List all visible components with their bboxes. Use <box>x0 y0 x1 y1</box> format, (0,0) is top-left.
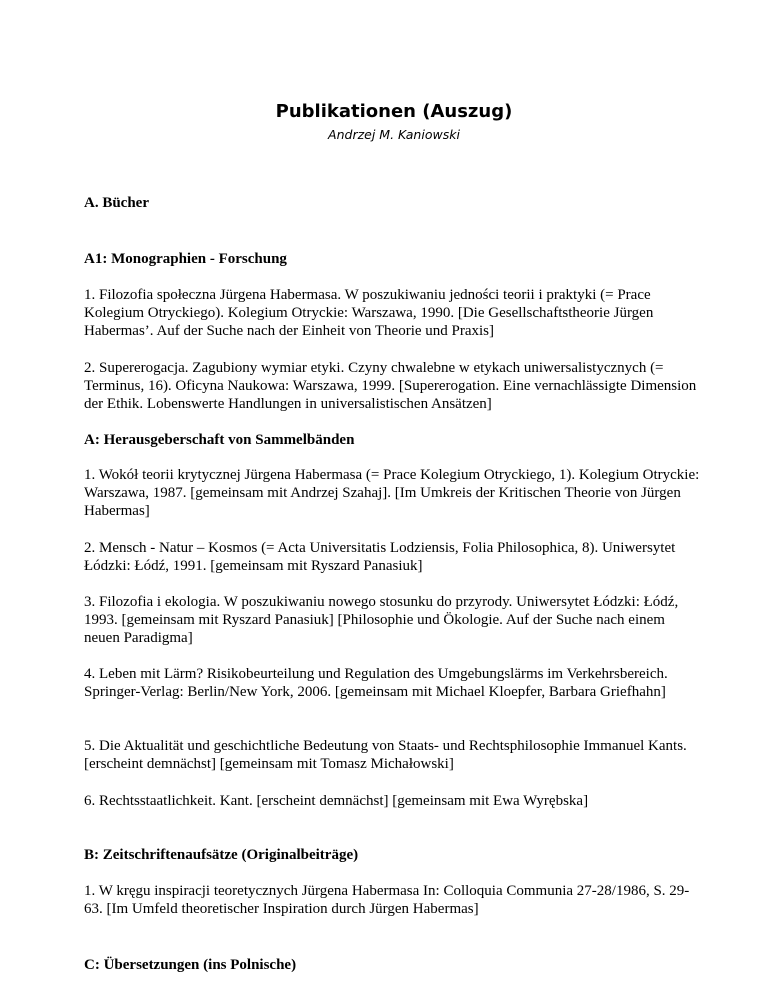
list-item: 2. Supererogacja. Zagubiony wymiar etyki. Czyny chwalebne w etykach uniwersalistycznych (= Terminus, 16). Oficyna Naukowa: Warszawa, 1999. [Supererogation. Eine vernachlässigte Dimension der Ethik. Lobenswerte Handlungen in universalistischen Ansätzen] <box>84 360 697 412</box>
section-heading-herausgeberschaft: A: Herausgeberschaft von Sammelbänden <box>84 432 355 448</box>
list-item: 1. Wokół teorii krytycznej Jürgena Habermasa (= Prace Kolegium Otryckiego, 1). Kolegium Otryckie: Warszawa, 1987. [gemeinsam mit Andrzej Szahaj]. [Im Umkreis der Kritischen Theorie von Jürgen Habermas] <box>84 467 700 519</box>
list-item: 5. Die Aktualität und geschichtliche Bedeutung von Staats- und Rechtsphilosophie Immanuel Kants. [erscheint demnächst] [gemeinsam mit Tomasz Michałowski] <box>84 738 687 772</box>
section-heading-zeitschriftenaufsaetze: B: Zeitschriftenaufsätze (Originalbeiträge) <box>84 847 359 863</box>
document-title: Publikationen (Auszug) <box>275 101 513 122</box>
list-item: 4. Leben mit Lärm? Risikobeurteilung und Regulation des Umgebungslärms im Verkehrsbereich. Springer-Verlag: Berlin/New York, 2006. [gemeinsam mit Michael Kloepfer, Barbara Griefhahn] <box>84 666 668 700</box>
document-author: Andrzej M. Kaniowski <box>328 127 460 142</box>
section-heading-buecher: A. Bücher <box>84 195 149 211</box>
section-heading-uebersetzungen: C: Übersetzungen (ins Polnische) <box>84 957 297 973</box>
list-item: 2. Mensch - Natur – Kosmos (= Acta Universitatis Lodziensis, Folia Philosophica, 8). Uniwersytet Łódzki: Łódź, 1991. [gemeinsam mit Ryszard Panasiuk] <box>84 540 676 574</box>
list-item: 1. Filozofia społeczna Jürgena Habermasa. W poszukiwaniu jedności teorii i praktyki (= Prace Kolegium Otryckiego). Kolegium Otryckie: Warszawa, 1990. [Die Gesellschaftstheorie Jürgen Habermas’. Auf der Suche nach der Einheit von Theorie und Praxis] <box>84 287 654 339</box>
list-item: 1. W kręgu inspiracji teoretycznych Jürgena Habermasa In: Colloquia Communia 27-28/1986, S. 29-63. [Im Umfeld theoretischer Inspiration durch Jürgen Habermas] <box>84 883 690 917</box>
section-heading-monographien: A1: Monographien - Forschung <box>84 251 287 267</box>
list-item: 3. Filozofia i ekologia. W poszukiwaniu nowego stosunku do przyrody. Uniwersytet Łódzki: Łódź, 1993. [gemeinsam mit Ryszard Panasiuk] [Philosophie und Ökologie. Auf der Suche nach einem neuen Paradigma] <box>84 594 679 646</box>
list-item: 6. Rechtsstaatlichkeit. Kant. [erscheint demnächst] [gemeinsam mit Ewa Wyrębska] <box>84 793 589 809</box>
